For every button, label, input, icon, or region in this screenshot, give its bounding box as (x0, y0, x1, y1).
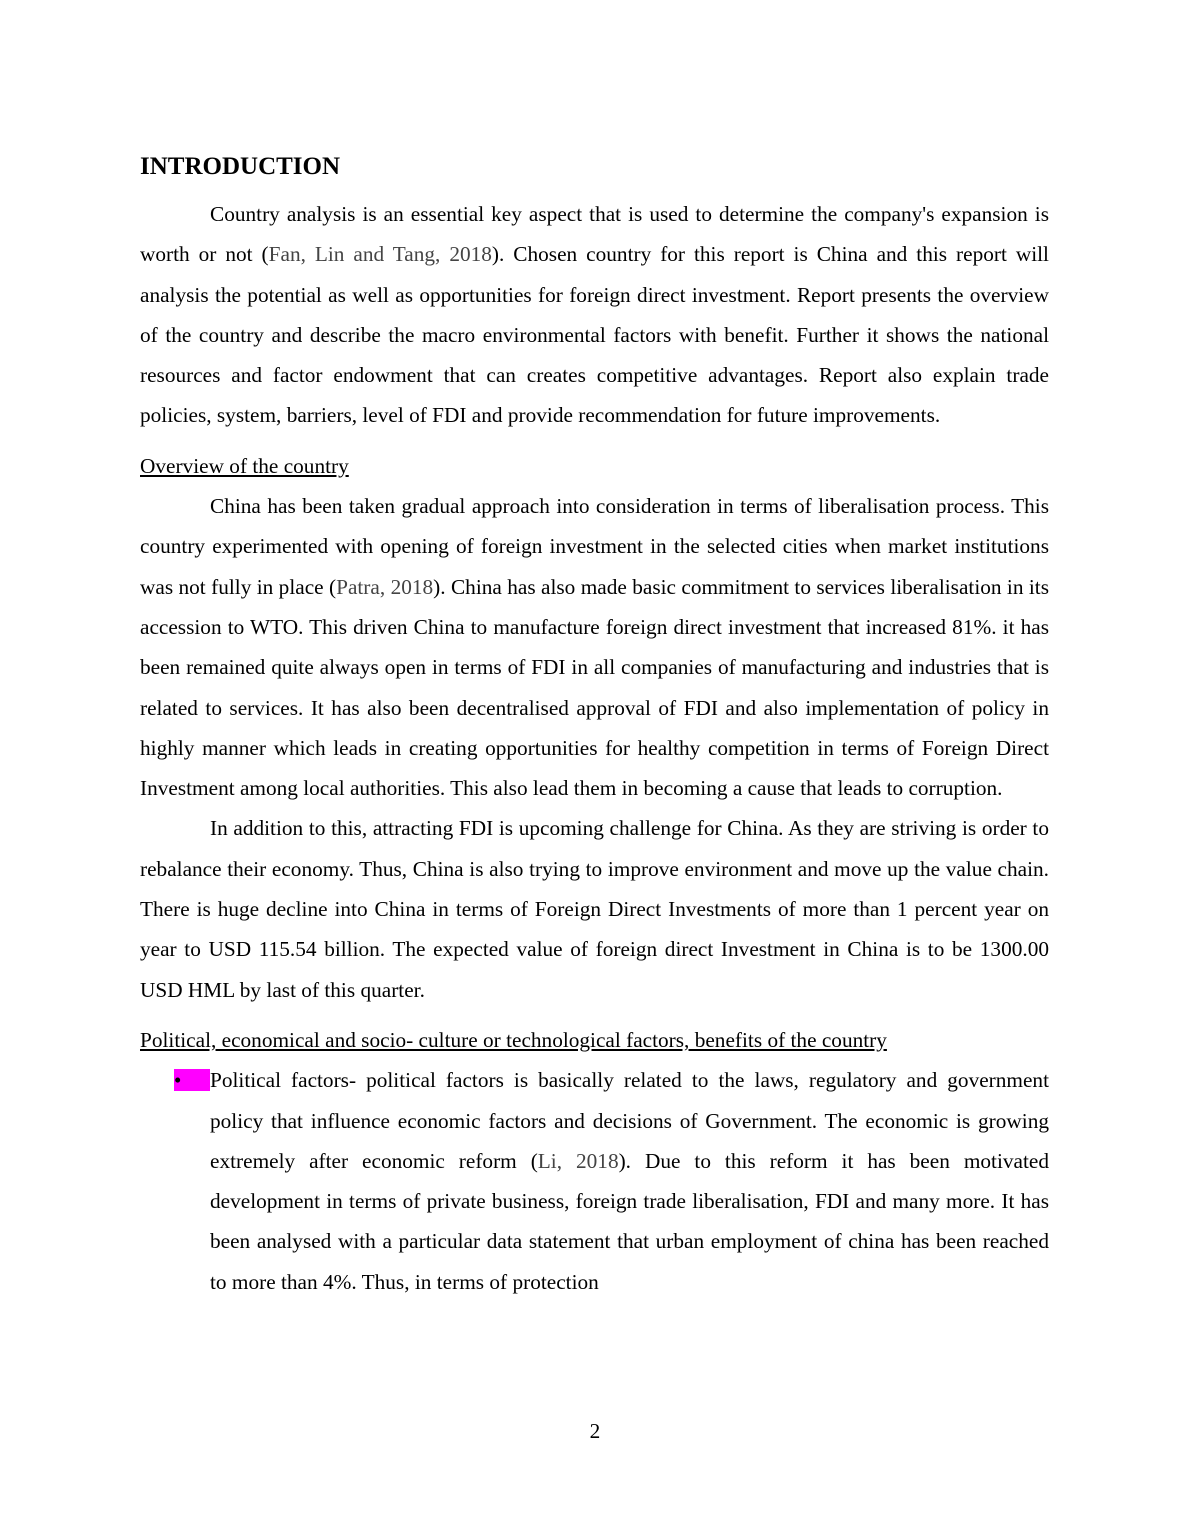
intro-text-2: ). Chosen country for this report is China and this report will analysis the potential as well as opportunities for foreign direct investment. Report presents the overview of the country and describe the macro environmental factors with benefit. Further it shows the national resources and factor endowment that can creates competitive advantages. Report also explain trade policies, system, barriers, level of FDI and provide recommendation for future improvements. (140, 242, 1049, 428)
overview-text-2: ). China has also made basic commitment to services liberalisation in its accession to WTO. This driven China to manufacture foreign direct investment that increased 81%. it has been remained quite always open in terms of FDI in all companies of manufacturing and industries that is related to services. It has also been decentralised approval of FDI and also implementation of policy in highly manner which leads in creating opportunities for healthy competition in terms of Foreign Direct Investment among local authorities. This also lead them in becoming a cause that leads to corruption. (140, 574, 1049, 801)
overview-paragraph-2: In addition to this, attracting FDI is upcoming challenge for China. As they are striving is order to rebalance their economy. Thus, China is also trying to improve environment and move up the value chain. There is huge decline into China in terms of Foreign Direct Investments of more than 1 percent year on year to USD 115.54 billion. The expected value of foreign direct Investment in China is to be 1300.00 USD HML by last of this quarter. (140, 816, 1049, 1002)
section-heading-introduction: INTRODUCTION (140, 153, 341, 180)
citation-fan-lin-tang: Fan, Lin and Tang, 2018 (268, 242, 492, 267)
intro-text-1: Country analysis is an essential key aspect that is used to determine the company's expansion is worth or not ( (140, 202, 1049, 267)
overview-paragraph-1 (140, 486, 1049, 808)
political-text-2: ). Due to this reform it has been motivated development in terms of private business, foreign trade liberalisation, FDI and many more. It has been analysed with a particular data statement that urban employment of china has been reached to more than 4%. Thus, in terms of protection (210, 1148, 1049, 1294)
bullet-icon: • (174, 1069, 210, 1091)
page-content (140, 150, 1049, 1302)
citation-patra: Patra, 2018 (336, 574, 434, 599)
subheading-factors: Political, economical and socio- culture or technological factors, benefits of the country (140, 1027, 887, 1052)
subheading-overview: Overview of the country (140, 453, 349, 478)
political-text-1: Political factors- political factors is basically related to the laws, regulatory and government policy that influence economic factors and decisions of Government. The economic is growing extremely after economic reform ( (210, 1068, 1049, 1173)
bullet-list-item-political (174, 1060, 1049, 1302)
intro-paragraph (140, 194, 1049, 436)
overview-text-1: China has been taken gradual approach into consideration in terms of liberalisation process. This country experimented with opening of foreign investment in the selected cities when market institutions was not fully in place ( (140, 494, 1049, 599)
page-number: 2 (589, 1419, 601, 1443)
citation-li: Li, 2018 (537, 1148, 619, 1173)
political-factors-paragraph (210, 1060, 1049, 1302)
